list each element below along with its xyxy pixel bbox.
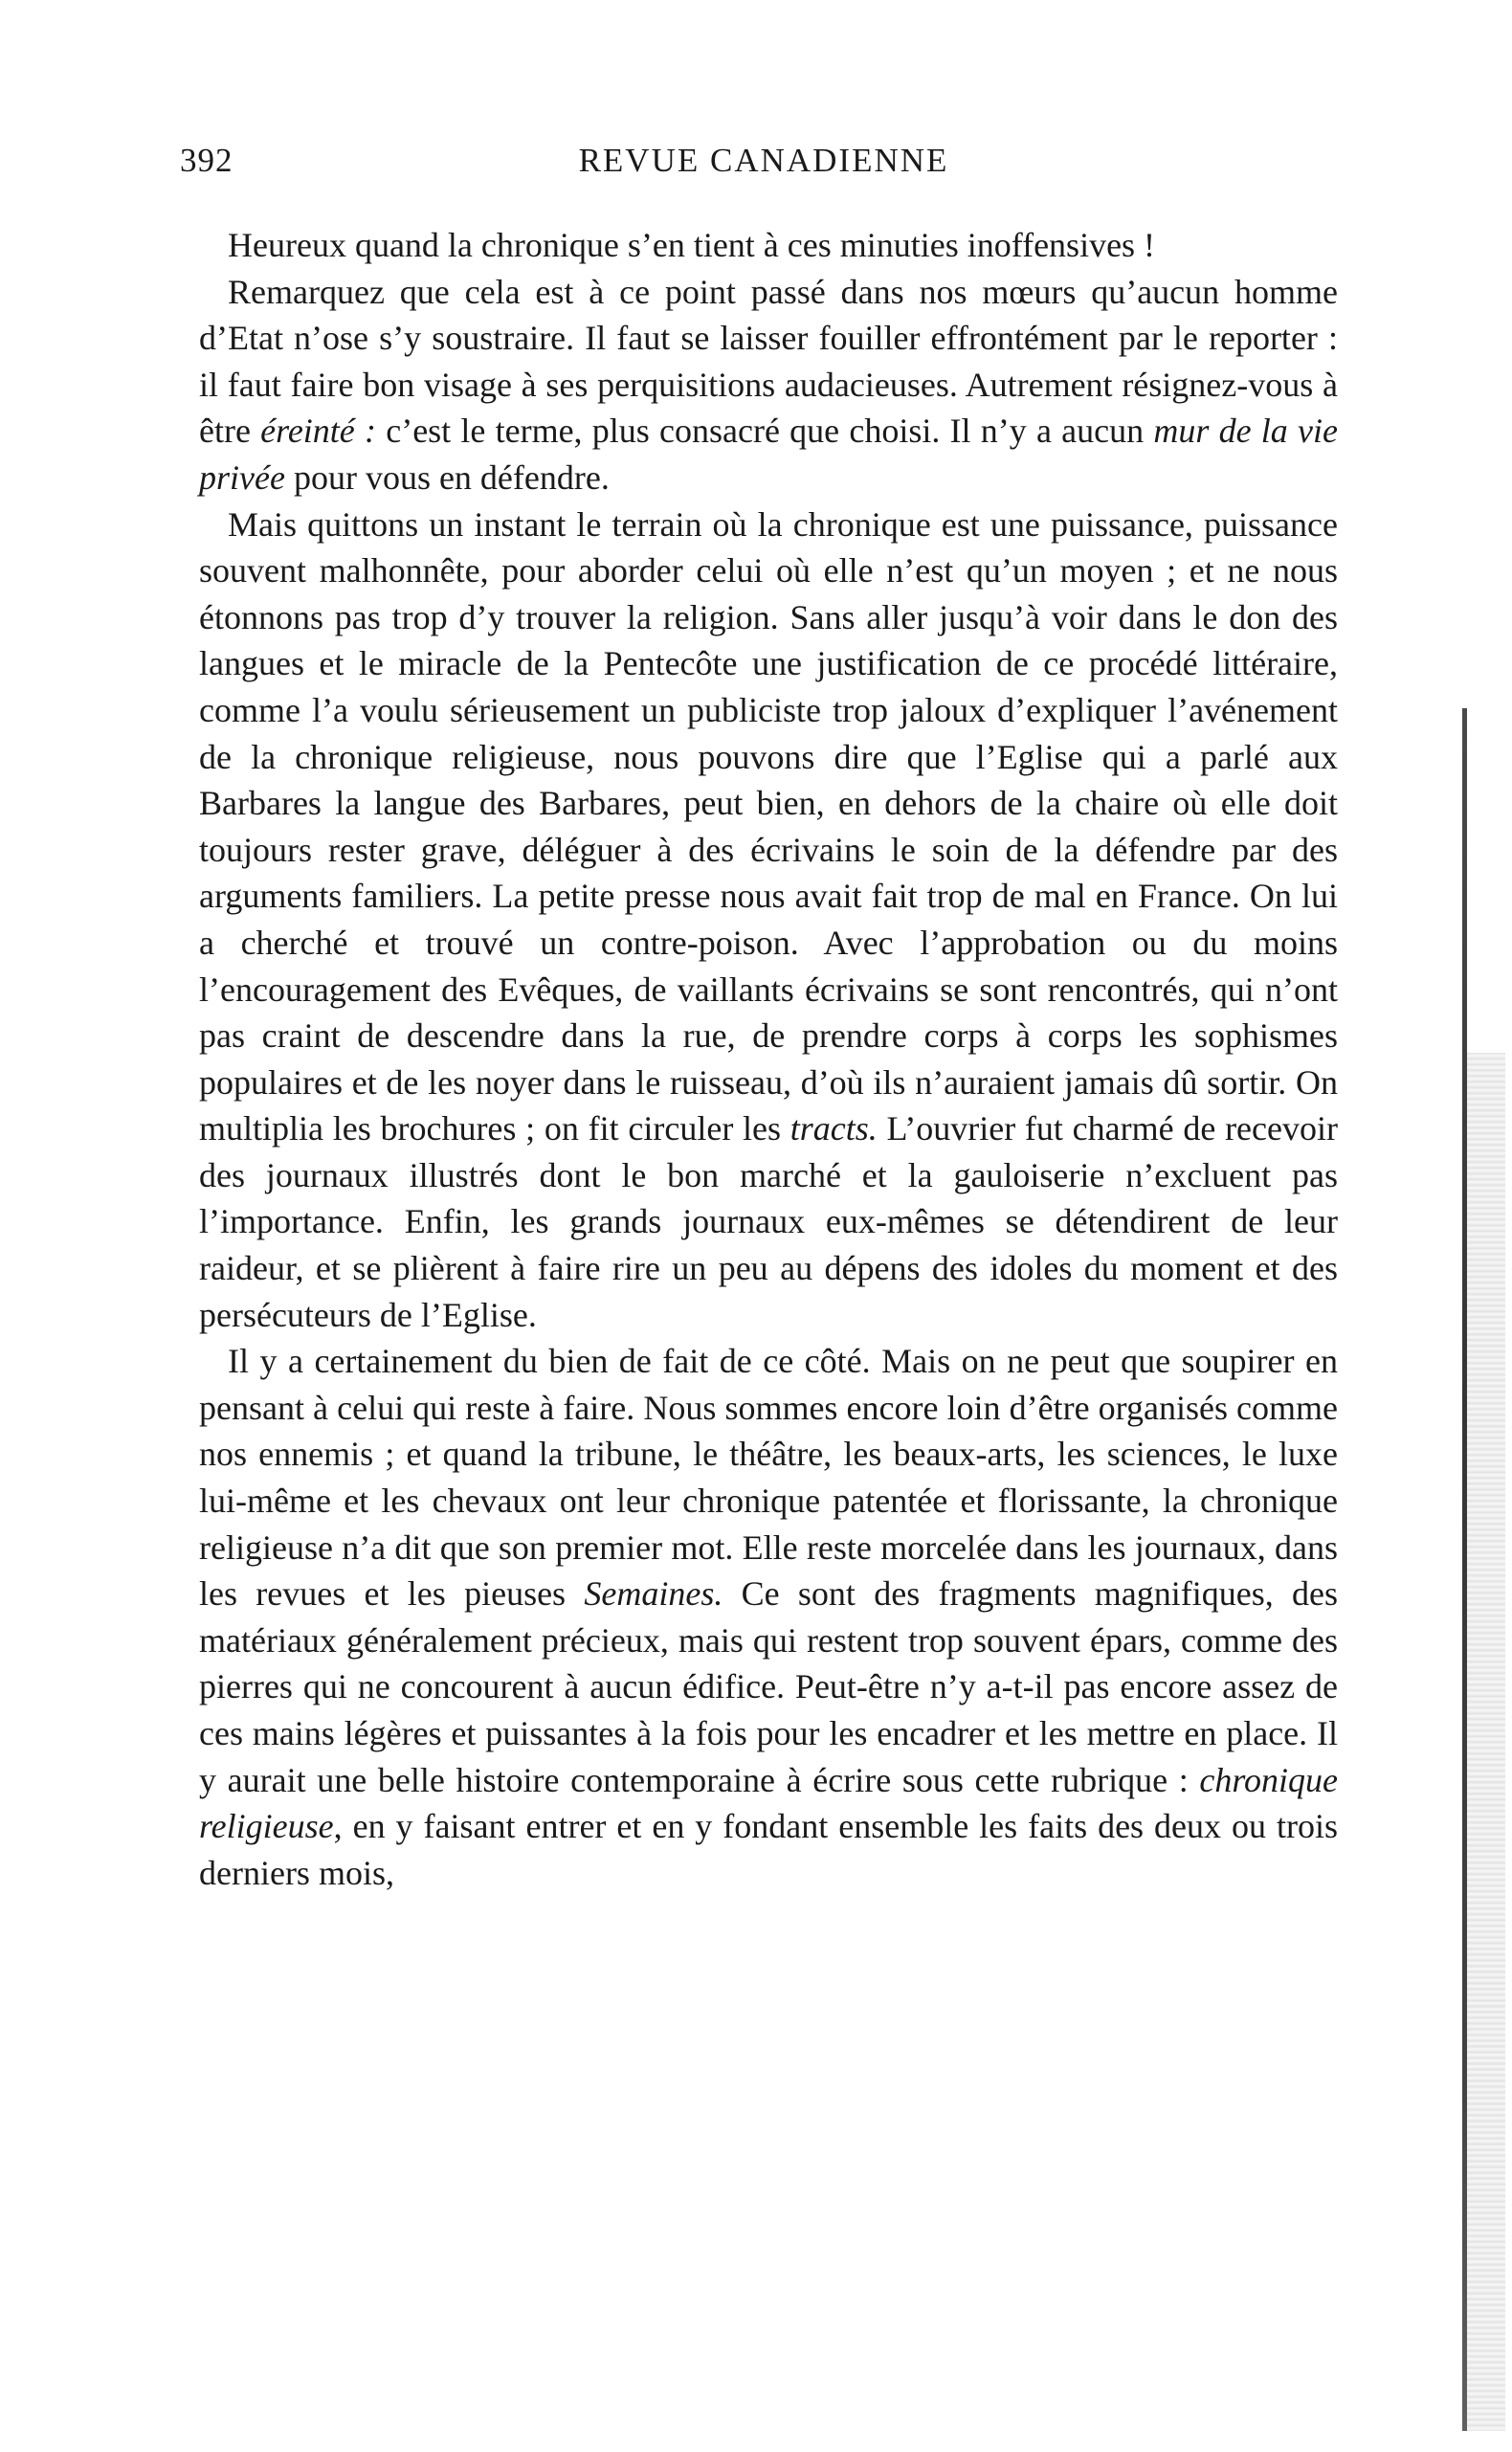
- page-binding-shadow: [1467, 1053, 1505, 2431]
- text-run: Heureux quand la chronique s’en tient à ces minuties inoffensives !: [228, 226, 1156, 264]
- text-run: Ce sont des fragments magnifiques, des matériaux généralement précieux, mais qui restent trop souvent épars, comme des pierres qui ne concourent à aucun édifice. Peut-être n’y a-t-il pas encore assez de ces mains légères et puissantes à la fois pour les encadrer et les mettre en place. Il y aurait une belle histoire contemporaine à écrire sous cette rubrique :: [199, 1574, 1338, 1799]
- paragraph: [199, 269, 1338, 502]
- text-run: Il y a certainement du bien de fait de ce côté. Mais on ne peut que soupirer en pensant à celui qui reste à faire. Nous sommes encore loin d’être organisés comme nos ennemis ; et quand la tribune, le théâtre, les beaux-arts, les sciences, le luxe lui-même et les chevaux ont leur chronique patentée et florissante, la chronique religieuse n’a dit que son premier mot. Elle reste morcelée dans les journaux, dans les revues et les pieuses: [199, 1342, 1338, 1614]
- italic-text: Semaines.: [584, 1574, 723, 1614]
- text-run: Mais quittons un instant le terrain où la chronique est une puissance, puissance souvent malhonnête, pour aborder celui où elle n’est qu’un moyen ; et ne nous étonnons pas trop d’y trouver la religion. Sans aller jusqu’à voir dans le don des langues et le miracle de la Pentecôte une justification de ce procédé littéraire, comme l’a voulu sérieusement un publiciste trop jaloux d’expliquer l’avénement de la chronique religieuse, nous pouvons dire que l’Eglise qui a parlé aux Barbares la langue des Barbares, peut bien, en dehors de la chaire où elle doit toujours rester grave, déléguer à des écrivains le soin de la défendre par des arguments familiers. La petite presse nous avait fait trop de mal en France. On lui a cherché et trouvé un contre-poison. Avec l’approbation ou du moins l’encouragement des Evêques, de vaillants écrivains se sont rencontrés, qui n’ont pas craint de descendre dans la rue, de prendre corps à corps les sophismes populaires et de les noyer dans le ruisseau, d’où ils n’auraient jamais dû sortir. On multiplia les brochures ; on fit circuler les: [199, 504, 1338, 1148]
- italic-text: mur de la vie privée: [199, 412, 1338, 497]
- body-text: [199, 222, 1338, 1896]
- italic-text: tracts.: [789, 1109, 878, 1148]
- paragraph: [199, 222, 1338, 269]
- text-run: L’ouvrier fut charmé de recevoir des journaux illustrés dont le bon marché et la gauloiserie n’excluent pas l’importance. Enfin, les grands journaux eux-mêmes se détendirent de leur raideur, et se plièrent à faire rire un peu au dépens des idoles du moment et des persécuteurs de l’Eglise.: [199, 1109, 1338, 1334]
- italic-text: chronique religieuse: [199, 1760, 1338, 1846]
- text-run: pour vous en défendre.: [284, 457, 610, 497]
- paragraph: [199, 1338, 1338, 1896]
- paragraph: [199, 502, 1338, 1339]
- italic-text: éreinté :: [260, 412, 376, 451]
- page-number: 392: [180, 142, 233, 179]
- text-run: , en y faisant entrer et en y fondant ensemble les faits des deux ou trois derniers mois,: [199, 1807, 1338, 1892]
- journal-title: REVUE CANADIENNE: [578, 142, 949, 179]
- running-head: [180, 142, 1347, 189]
- text-run: c’est le terme, plus consacré que choisi. Il n’y a aucun: [376, 412, 1154, 451]
- text-run: Remarquez que cela est à ce point passé dans nos mœurs qu’aucun homme d’Etat n’ose s’y soustraire. Il faut se laisser fouiller effrontément par le reporter : il faut faire bon visage à ses perquisitions audacieuses. Autrement résignez-vous à être: [199, 272, 1338, 451]
